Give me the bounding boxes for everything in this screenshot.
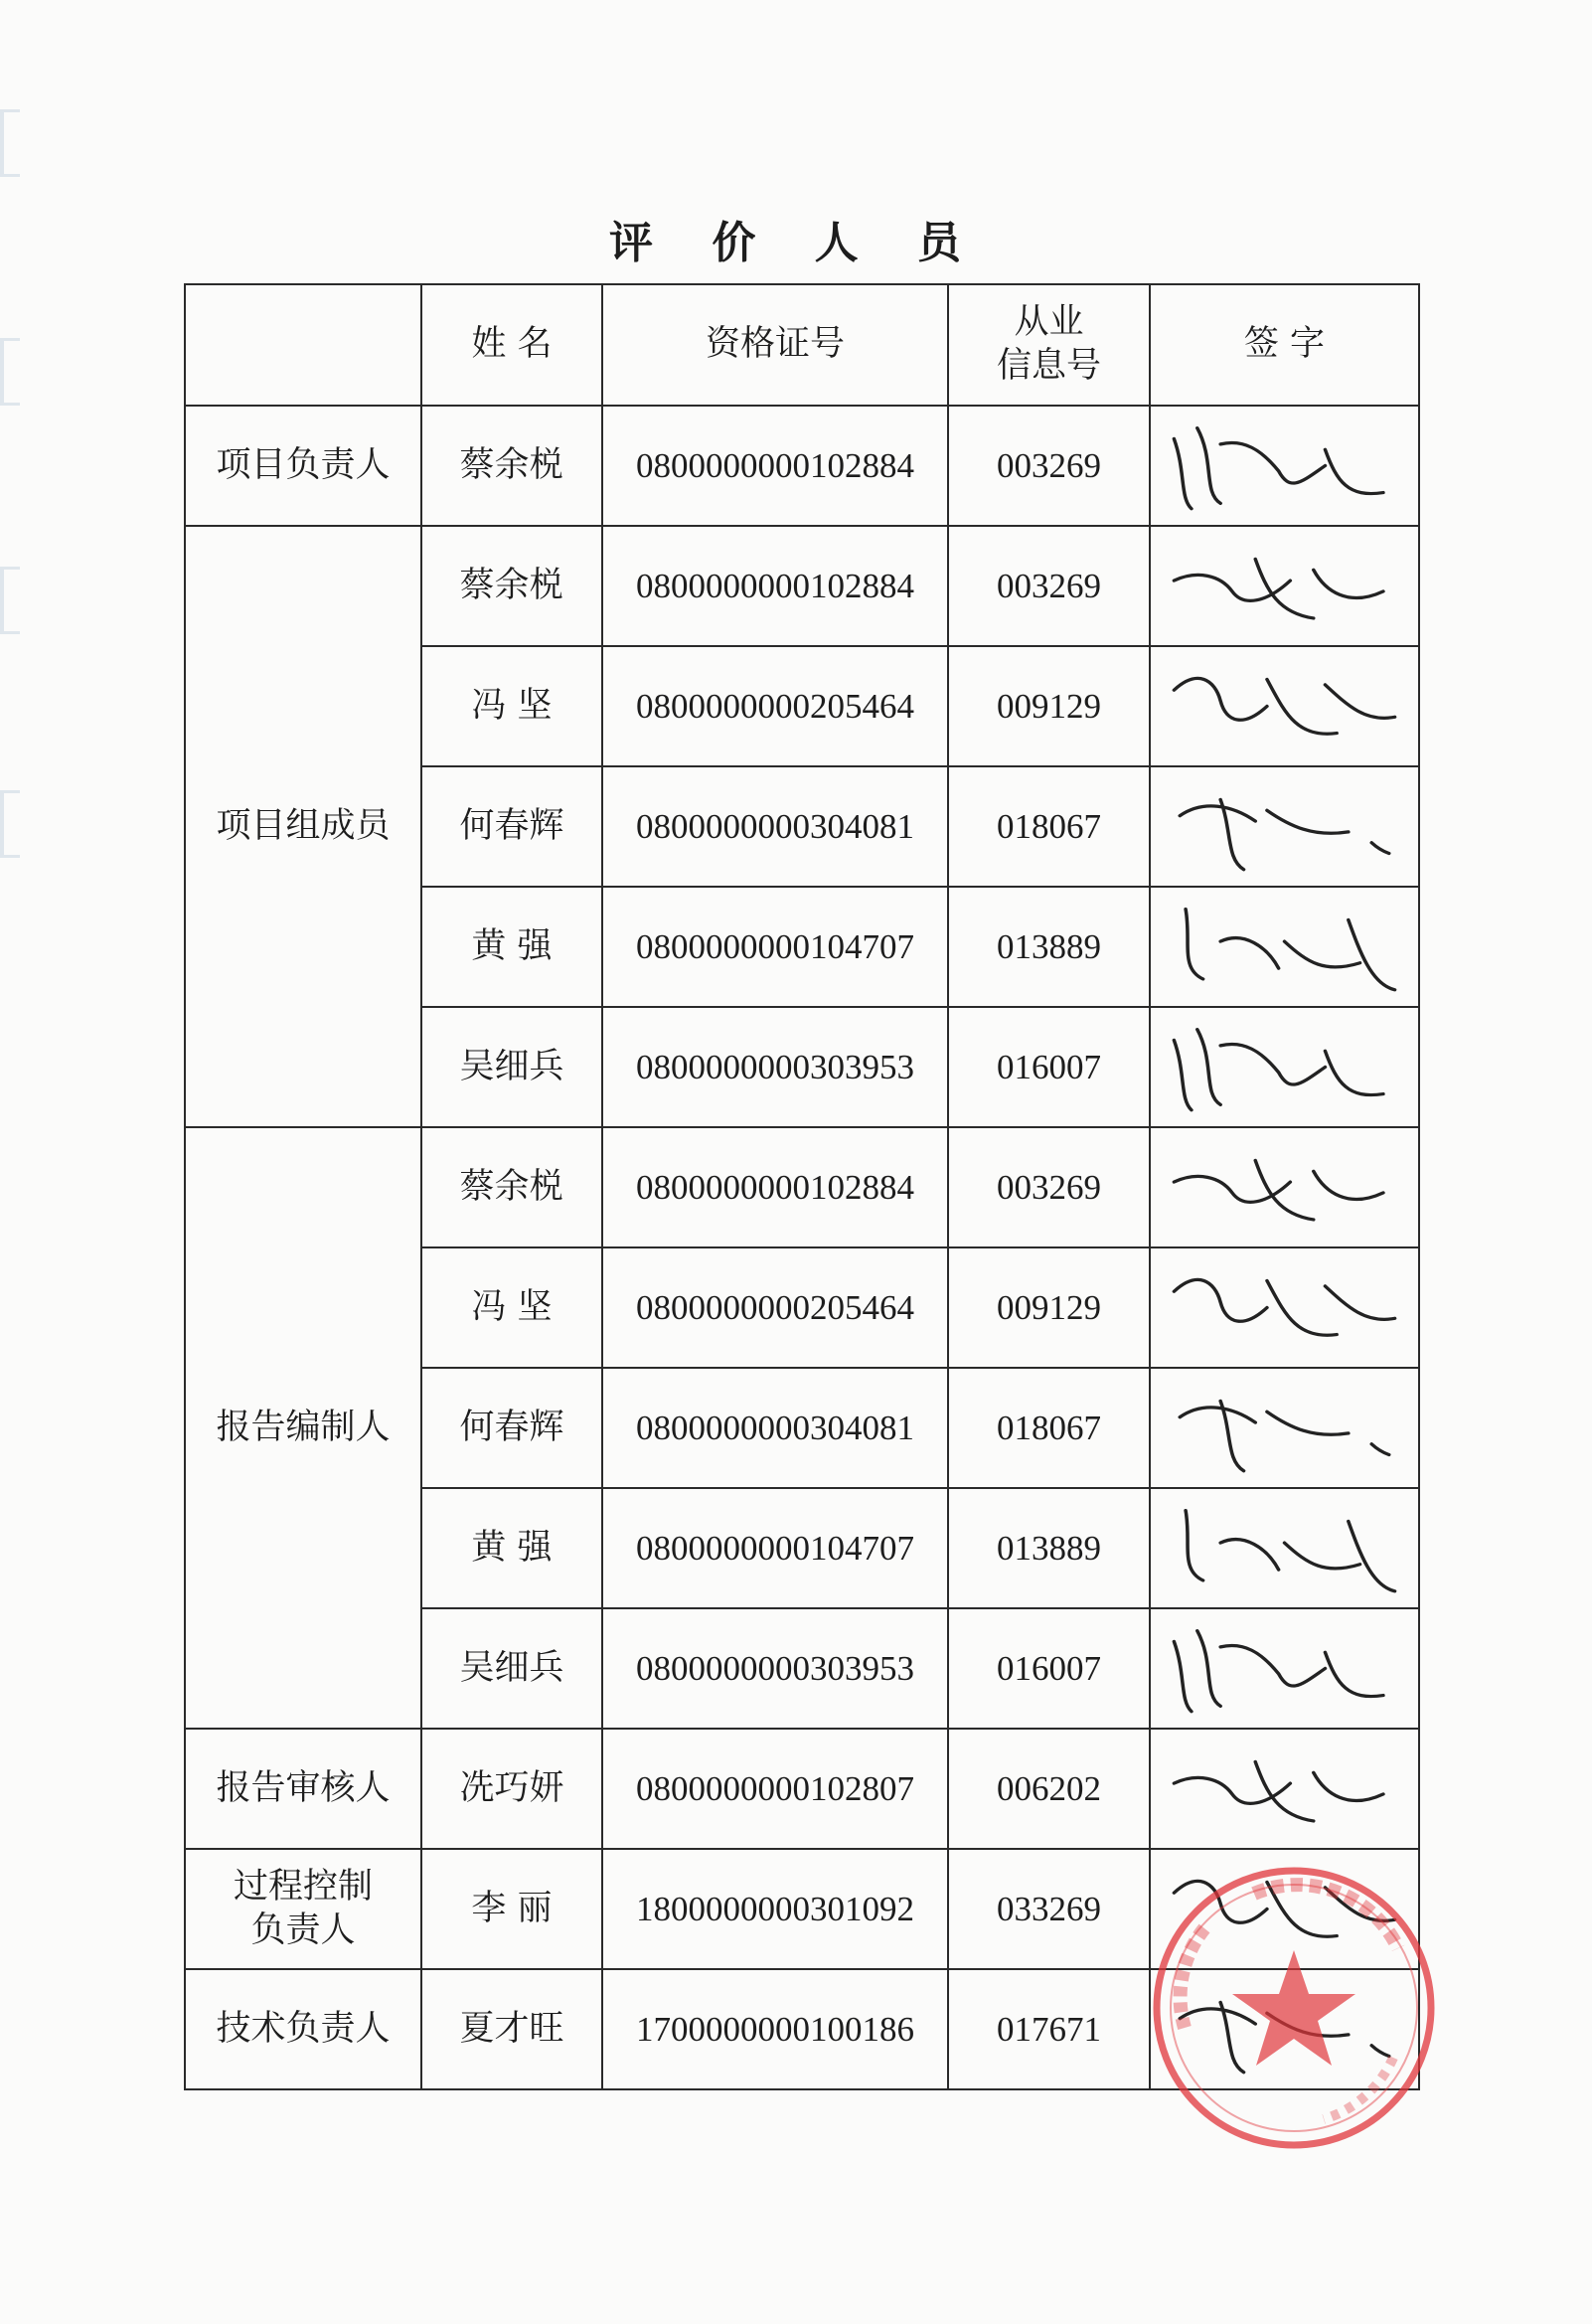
member-name: 黄 强 <box>421 887 602 1007</box>
cert-number: 0800000000303953 <box>602 1608 948 1729</box>
role-cell: 报告编制人 <box>185 1127 421 1729</box>
handwritten-signature <box>1151 1128 1418 1246</box>
cert-number: 0800000000104707 <box>602 1488 948 1608</box>
signature-cell <box>1150 1729 1419 1849</box>
info-number: 016007 <box>948 1608 1150 1729</box>
handwritten-signature <box>1151 647 1418 765</box>
handwritten-signature <box>1151 888 1418 1006</box>
member-name: 蔡余棁 <box>421 526 602 646</box>
cert-number: 0800000000104707 <box>602 887 948 1007</box>
info-number: 018067 <box>948 1368 1150 1488</box>
table-row <box>185 1127 1419 1247</box>
signature-cell <box>1150 526 1419 646</box>
info-number: 016007 <box>948 1007 1150 1127</box>
signature-cell <box>1150 406 1419 526</box>
signature-cell <box>1150 1247 1419 1368</box>
signature-cell <box>1150 1849 1419 1969</box>
signature-cell <box>1150 887 1419 1007</box>
signature-cell <box>1150 766 1419 887</box>
cert-number: 0800000000102884 <box>602 406 948 526</box>
signature-cell <box>1150 1368 1419 1488</box>
info-number: 006202 <box>948 1729 1150 1849</box>
cert-number: 1700000000100186 <box>602 1969 948 2089</box>
scan-artifact <box>0 109 20 177</box>
member-name: 蔡余棁 <box>421 406 602 526</box>
info-number: 003269 <box>948 1127 1150 1247</box>
cert-number: 1800000000301092 <box>602 1849 948 1969</box>
header-sign: 签 字 <box>1150 284 1419 406</box>
info-number: 003269 <box>948 406 1150 526</box>
page-title: 评 价 人 员 <box>609 218 983 268</box>
member-name: 冯 坚 <box>421 1247 602 1368</box>
member-name: 何春辉 <box>421 1368 602 1488</box>
header-name: 姓 名 <box>421 284 602 406</box>
scan-artifact <box>0 790 20 858</box>
handwritten-signature <box>1151 1008 1418 1126</box>
info-number: 018067 <box>948 766 1150 887</box>
signature-cell <box>1150 1969 1419 2089</box>
header-info-line1: 从业 <box>1014 302 1084 343</box>
member-name: 李 丽 <box>421 1849 602 1969</box>
header-info-line2: 信息号 <box>996 346 1101 386</box>
signature-cell <box>1150 1007 1419 1127</box>
info-number: 003269 <box>948 526 1150 646</box>
cert-number: 0800000000102807 <box>602 1729 948 1849</box>
member-name: 冼巧妍 <box>421 1729 602 1849</box>
handwritten-signature <box>1151 407 1418 525</box>
handwritten-signature <box>1151 1248 1418 1367</box>
cert-number: 0800000000205464 <box>602 1247 948 1368</box>
member-name: 吴细兵 <box>421 1608 602 1729</box>
role-cell <box>185 1849 421 1969</box>
info-number: 009129 <box>948 646 1150 766</box>
role-line: 过程控制 <box>233 1866 373 1907</box>
member-name: 黄 强 <box>421 1488 602 1608</box>
header-row <box>185 284 1419 406</box>
info-number: 017671 <box>948 1969 1150 2089</box>
info-number: 033269 <box>948 1849 1150 1969</box>
member-name: 蔡余棁 <box>421 1127 602 1247</box>
signature-cell <box>1150 1608 1419 1729</box>
table-row <box>185 1729 1419 1849</box>
handwritten-signature <box>1151 1730 1418 1848</box>
scan-artifact <box>0 338 20 406</box>
cert-number: 0800000000102884 <box>602 526 948 646</box>
member-name: 何春辉 <box>421 766 602 887</box>
cert-number: 0800000000303953 <box>602 1007 948 1127</box>
info-number: 009129 <box>948 1247 1150 1368</box>
handwritten-signature <box>1151 1489 1418 1607</box>
member-name: 夏才旺 <box>421 1969 602 2089</box>
info-number: 013889 <box>948 887 1150 1007</box>
handwritten-signature <box>1151 1970 1418 2088</box>
evaluator-table <box>184 283 1420 2090</box>
table-row <box>185 406 1419 526</box>
role-cell: 项目负责人 <box>185 406 421 526</box>
signature-cell <box>1150 1488 1419 1608</box>
handwritten-signature <box>1151 1609 1418 1728</box>
member-name: 吴细兵 <box>421 1007 602 1127</box>
cert-number: 0800000000304081 <box>602 766 948 887</box>
handwritten-signature <box>1151 767 1418 886</box>
member-name: 冯 坚 <box>421 646 602 766</box>
cert-number: 0800000000102884 <box>602 1127 948 1247</box>
role-cell: 项目组成员 <box>185 526 421 1127</box>
cert-number: 0800000000304081 <box>602 1368 948 1488</box>
header-role <box>185 284 421 406</box>
table-row <box>185 1849 1419 1969</box>
table-row <box>185 526 1419 646</box>
info-number: 013889 <box>948 1488 1150 1608</box>
handwritten-signature <box>1151 1850 1418 1968</box>
header-cert: 资格证号 <box>602 284 948 406</box>
handwritten-signature <box>1151 1369 1418 1487</box>
role-line: 负责人 <box>250 1909 356 1950</box>
scan-artifact <box>0 567 20 634</box>
role-cell: 报告审核人 <box>185 1729 421 1849</box>
signature-cell <box>1150 646 1419 766</box>
cert-number: 0800000000205464 <box>602 646 948 766</box>
header-info <box>948 284 1150 406</box>
table-row <box>185 1969 1419 2089</box>
signature-cell <box>1150 1127 1419 1247</box>
role-cell: 技术负责人 <box>185 1969 421 2089</box>
handwritten-signature <box>1151 527 1418 645</box>
